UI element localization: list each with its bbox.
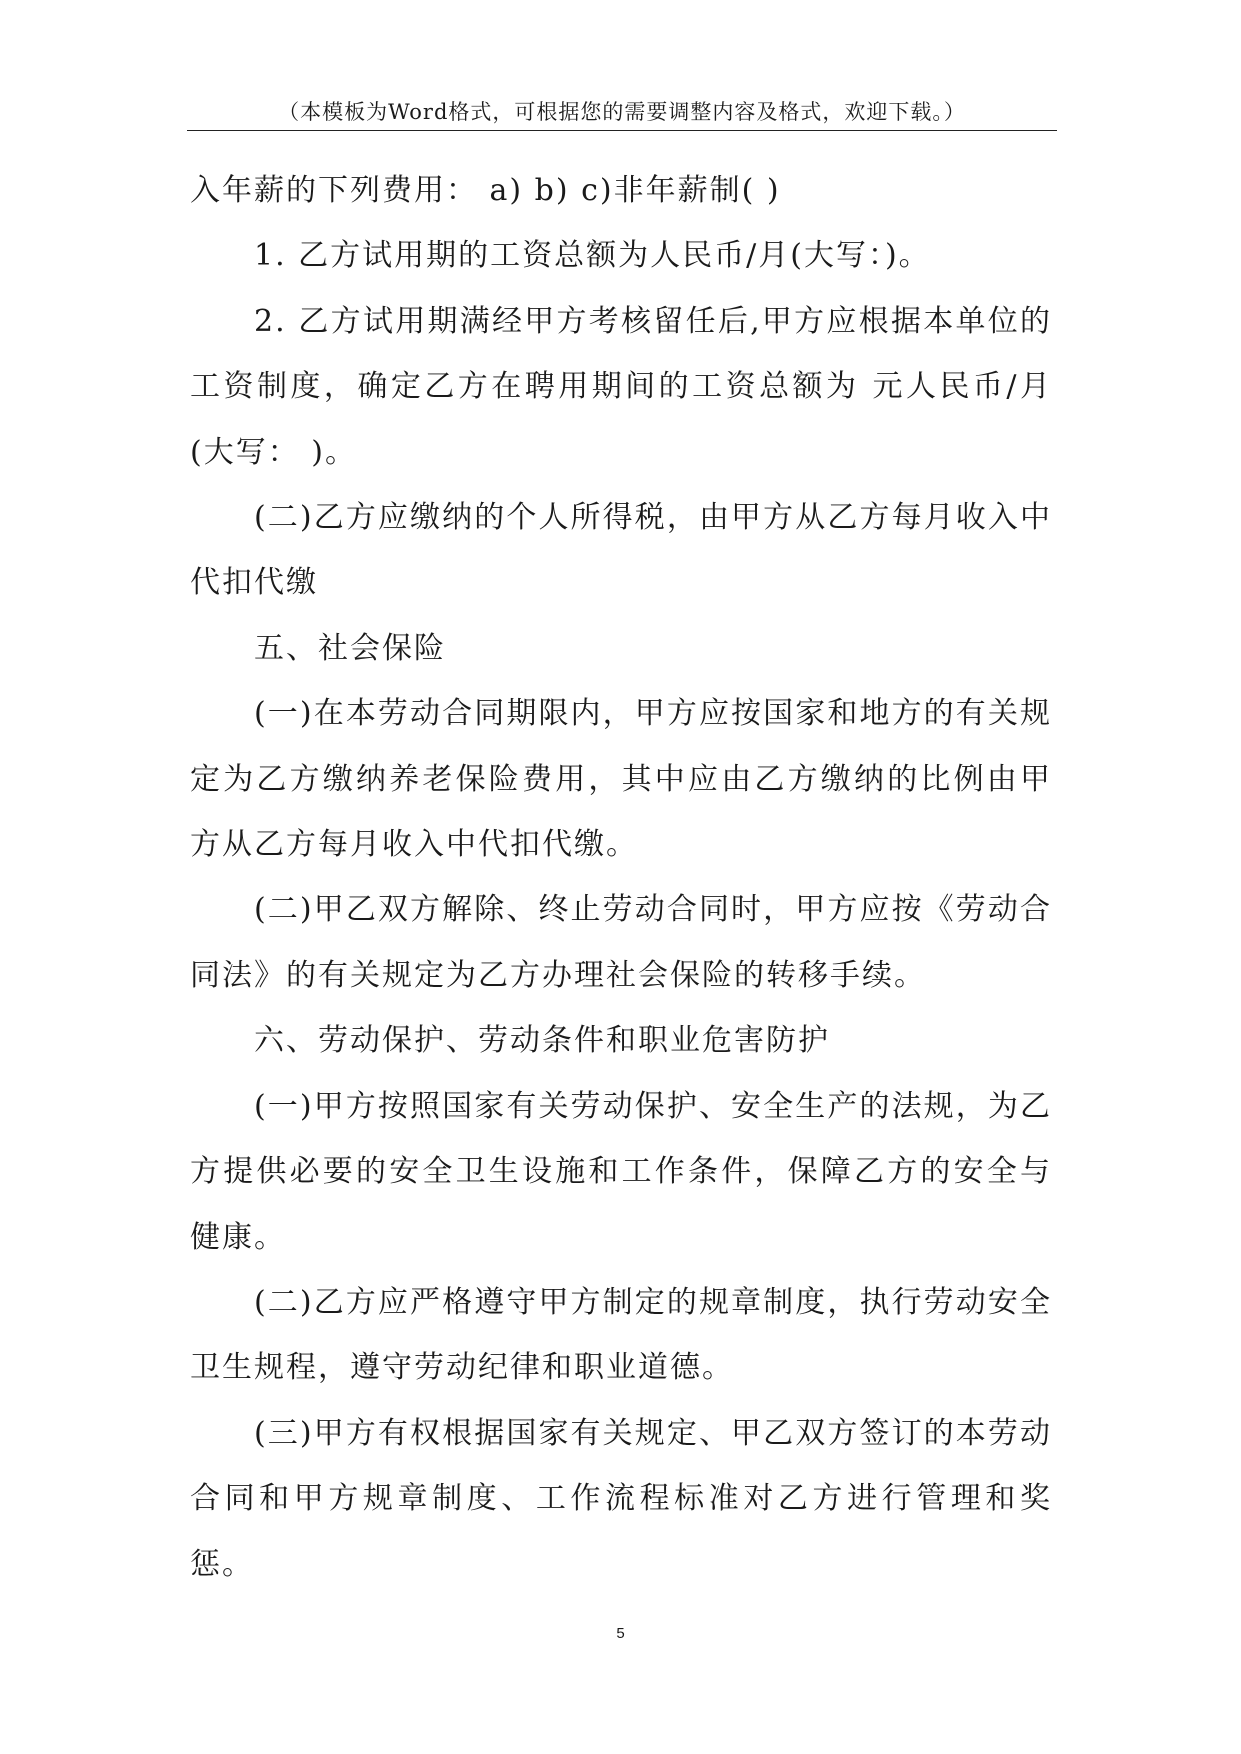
paragraph-income-tax: (二)乙方应缴纳的个人所得税，由甲方从乙方每月收入中代扣代缴 <box>190 500 1052 601</box>
header-divider <box>187 130 1057 131</box>
paragraph-employment-salary: 2. 乙方试用期满经甲方考核留任后,甲方应根据本单位的工资制度，确定乙方在聘用期间的工资总额为 元人民币/月(大写： )。 <box>190 303 1052 470</box>
paragraph-probation-salary: 1. 乙方试用期的工资总额为人民币/月(大写：)。 <box>254 238 931 274</box>
page-number: 5 <box>616 1625 625 1642</box>
paragraph-management-rights: (三)甲方有权根据国家有关规定、甲乙双方签订的本劳动合同和甲方规章制度、工作流程标准对乙方进行管理和奖惩。 <box>190 1415 1052 1582</box>
section-heading-social-insurance: 五、社会保险 <box>254 630 446 666</box>
paragraph-insurance-transfer: (二)甲乙双方解除、终止劳动合同时，甲方应按《劳动合同法》的有关规定为乙方办理社会保险的转移手续。 <box>190 892 1052 993</box>
document-body <box>190 158 1052 1597</box>
paragraph-rules-compliance: (二)乙方应严格遵守甲方制定的规章制度，执行劳动安全卫生规程，遵守劳动纪律和职业道德。 <box>190 1284 1052 1386</box>
paragraph-pension-insurance: (一)在本劳动合同期限内，甲方应按国家和地方的有关规定为乙方缴纳养老保险费用，其中应由乙方缴纳的比例由甲方从乙方每月收入中代扣代缴。 <box>190 696 1052 863</box>
header-note: （本模板为Word格式，可根据您的需要调整内容及格式，欢迎下载。） <box>278 100 966 124</box>
section-heading-labor-protection: 六、劳动保护、劳动条件和职业危害防护 <box>254 1023 830 1059</box>
paragraph-safety-conditions: (一)甲方按照国家有关劳动保护、安全生产的法规，为乙方提供必要的安全卫生设施和工作条件，保障乙方的安全与健康。 <box>190 1088 1052 1255</box>
paragraph-salary-items: 入年薪的下列费用： a) b) c)非年薪制( ) <box>190 173 781 208</box>
